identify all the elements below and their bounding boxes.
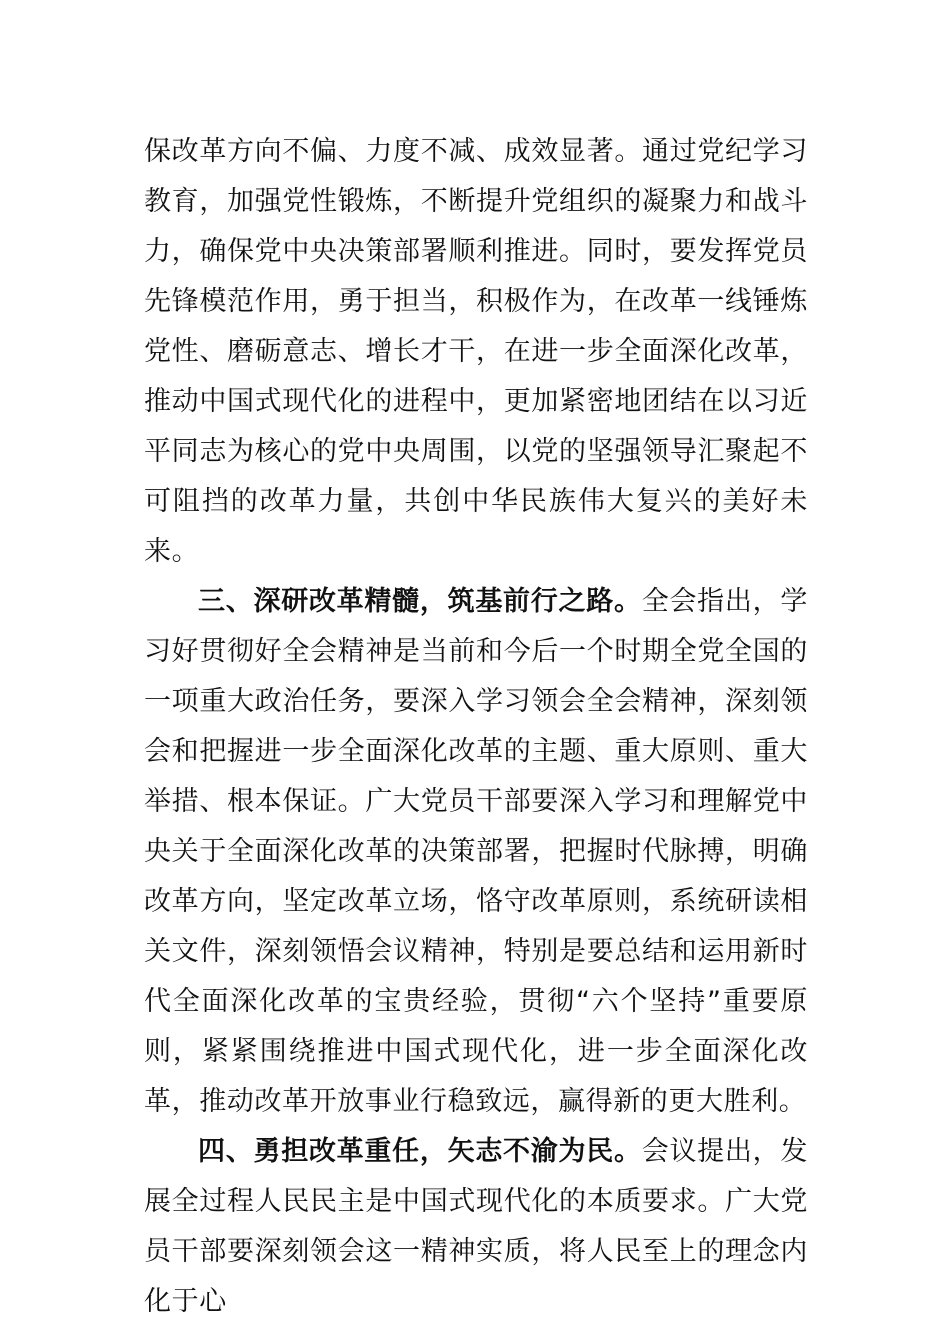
section-heading: 四、勇担改革重任，矢志不渝为民。 — [198, 1136, 642, 1167]
paragraph-section-three — [144, 577, 808, 1127]
paragraph-body: 全会指出，学习好贯彻好全会精神是当前和今后一个时期全党全国的一项重大政治任务，要深入学习领会全会精神，深刻领会和把握进一步全面深化改革的主题、重大原则、重大举措、根本保证。广大党员干部要深入学习和理解党中央关于全面深化改革的决策部署，把握时代脉搏，明确改革方向，坚定改革立场，恪守改革原则，系统研读相关文件，深刻领悟会议精神，特别是要总结和运用新时代全面深化改革的宝贵经验，贯彻“六个坚持”重要原则，紧紧围绕推进中国式现代化，进一步全面深化改革，推动改革开放事业行稳致远，赢得新的更大胜利。 — [144, 586, 808, 1117]
paragraph-continued — [144, 127, 808, 577]
paragraph-section-four — [144, 1127, 808, 1327]
document-body — [144, 127, 808, 1327]
section-heading: 三、深研改革精髓，筑基前行之路。 — [198, 586, 642, 617]
paragraph-body: 保改革方向不偏、力度不减、成效显著。通过党纪学习教育，加强党性锻炼，不断提升党组织的凝聚力和战斗力，确保党中央决策部署顺利推进。同时，要发挥党员先锋模范作用，勇于担当，积极作为，在改革一线锤炼党性、磨砺意志、增长才干，在进一步全面深化改革，推动中国式现代化的进程中，更加紧密地团结在以习近平同志为核心的党中央周围，以党的坚强领导汇聚起不可阻挡的改革力量，共创中华民族伟大复兴的美好未来。 — [144, 136, 808, 567]
paragraph-body: 会议提出，发展全过程人民民主是中国式现代化的本质要求。广大党员干部要深刻领会这一精神实质，将人民至上的理念内化于心 — [144, 1136, 808, 1317]
